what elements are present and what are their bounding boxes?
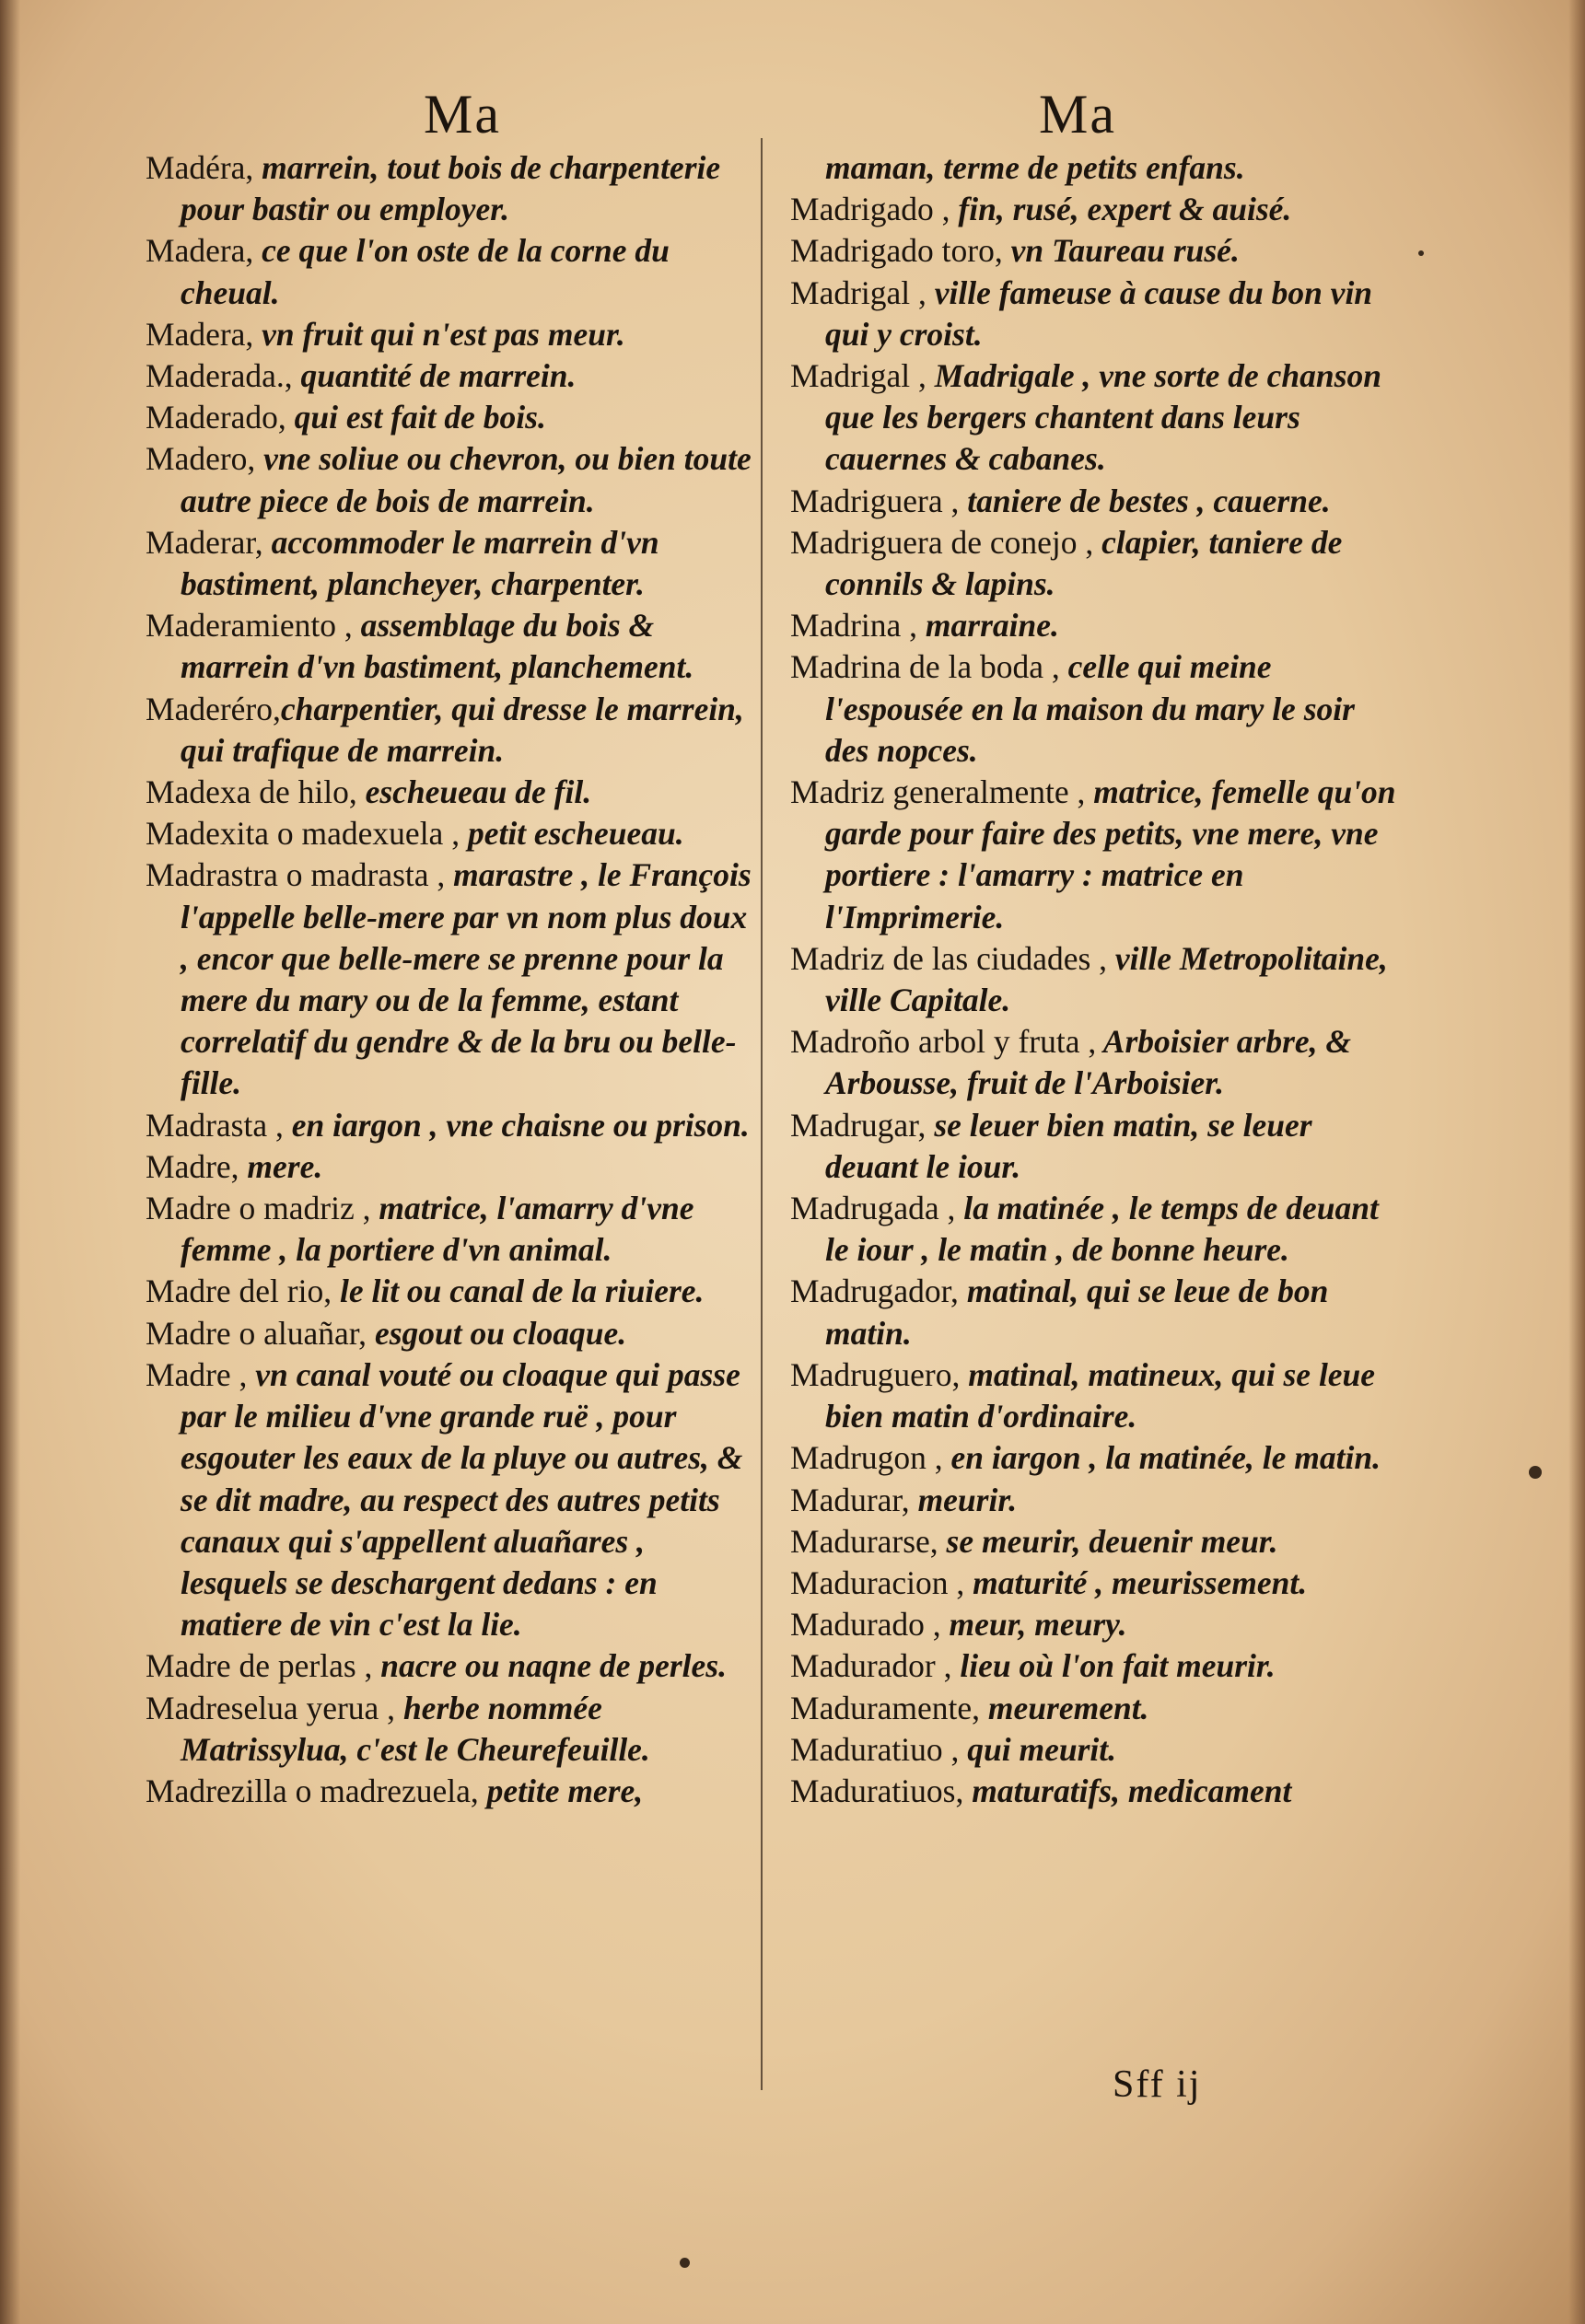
entry-headword: Madrigado ,	[790, 191, 950, 228]
dictionary-entry	[146, 397, 753, 438]
dictionary-entry	[146, 854, 753, 1104]
entry-definition: Arboisier arbre, & Arbousse, fruit de l'Arboisier.	[825, 1023, 1352, 1102]
dictionary-entry	[146, 147, 753, 230]
entry-definition: se meurir, deuenir meur.	[938, 1522, 1278, 1560]
dictionary-entry	[146, 1271, 753, 1312]
entry-headword: Maderar,	[146, 523, 263, 561]
entry-definition: marraine.	[917, 607, 1059, 645]
dictionary-entry	[790, 1729, 1398, 1771]
entry-headword: Madrasta ,	[146, 1106, 284, 1144]
entry-headword: Maderado,	[146, 399, 286, 436]
dictionary-entry	[790, 938, 1398, 1021]
entry-definition: matrice, femelle qu'on garde pour faire des petits, vne mere, vne portiere : l'amarry : matrice en l'Imprimerie.	[825, 773, 1396, 935]
entry-definition: mere.	[239, 1147, 323, 1185]
entry-definition: matinal, matineux, qui se leue bien matin d'ordinaire.	[825, 1355, 1376, 1435]
entry-headword: Madrezilla o madrezuela,	[146, 1772, 479, 1809]
signature-mark: Sff ij	[1113, 2063, 1202, 2106]
entry-definition: meurir.	[909, 1481, 1018, 1518]
dictionary-entry	[146, 813, 753, 854]
dictionary-entry	[790, 230, 1398, 272]
dictionary-entry	[146, 1313, 753, 1354]
dictionary-entry	[790, 189, 1398, 230]
dictionary-entry	[146, 772, 753, 813]
entry-definition: maman, terme de petits enfans.	[825, 149, 1245, 186]
entry-headword: Madrigado toro,	[790, 232, 1003, 270]
entry-definition: assemblage du bois & marrein d'vn bastiment, planchement.	[181, 607, 694, 686]
entry-definition: ce que l'on oste de la corne du cheual.	[181, 232, 670, 311]
entry-definition: vn canal vouté ou cloaque qui passe par le milieu d'vne grande ruë , pour esgouter les eaux de la pluye ou autres, & se dit madre, au respect des autres petits canaux qui s'appellent aluañares , lesquels se deschargent dedans : en matiere de vin c'est la lie.	[181, 1355, 743, 1644]
entry-headword: Madurador ,	[790, 1647, 952, 1685]
entry-definition: se leuer bien matin, se leuer deuant le iour.	[825, 1106, 1312, 1185]
entry-headword: Madre o madriz ,	[146, 1190, 371, 1227]
entry-headword: Madera,	[146, 315, 254, 353]
dictionary-entry	[790, 772, 1398, 938]
entry-definition: petite mere,	[478, 1772, 644, 1809]
entry-headword: Madurarse,	[790, 1522, 938, 1560]
entry-headword: Madero,	[146, 440, 256, 478]
entry-definition: meurement.	[980, 1689, 1149, 1726]
dictionary-entry	[146, 1188, 753, 1271]
dictionary-entry	[790, 1604, 1398, 1645]
dictionary-entry	[146, 355, 753, 397]
entry-headword: Madrugon ,	[790, 1439, 943, 1477]
ink-spot	[1529, 1466, 1542, 1479]
ink-spot	[680, 2258, 690, 2268]
entry-definition: celle qui meine l'espousée en la maison du mary le soir des nopces.	[825, 648, 1355, 769]
entry-definition: fin, rusé, expert & auisé.	[950, 191, 1292, 228]
entry-headword: Madrugador,	[790, 1272, 959, 1310]
entry-definition: qui meurit.	[959, 1730, 1117, 1768]
dictionary-entry	[790, 1188, 1398, 1271]
entry-headword: Madriguera de conejo ,	[790, 523, 1094, 561]
dictionary-entry	[790, 1271, 1398, 1354]
dictionary-entry	[790, 1521, 1398, 1563]
entry-definition: lieu où l'on fait meurir.	[951, 1647, 1276, 1685]
dictionary-entry	[790, 1354, 1398, 1437]
entry-headword: Maduramente,	[790, 1689, 981, 1726]
entry-definition: petit escheueau.	[460, 815, 684, 853]
dictionary-entry	[790, 646, 1398, 772]
entry-definition: en iargon , la matinée, le matin.	[942, 1439, 1381, 1477]
entry-definition: clapier, taniere de connils & lapins.	[825, 523, 1343, 603]
entry-definition: marastre , le François l'appelle belle-mere par vn nom plus doux , encor que belle-mere se prenne pour la mere du mary ou de la femme, estant correlatif du gendre & de la bru ou belle-fille.	[181, 856, 752, 1102]
dictionary-entry	[146, 230, 753, 313]
entry-definition: herbe nommée Matrissylua, c'est le Cheurefeuille.	[181, 1689, 650, 1768]
entry-headword: Madrigal ,	[790, 273, 927, 311]
entry-headword: Madre del rio,	[146, 1272, 332, 1310]
entry-definition: en iargon , vne chaisne ou prison.	[283, 1106, 750, 1144]
entry-headword: Madriguera ,	[790, 482, 960, 519]
entry-definition: meur, meury.	[940, 1606, 1127, 1644]
dictionary-entry	[790, 1771, 1398, 1812]
entry-headword: Madre ,	[146, 1355, 248, 1393]
dictionary-entry	[146, 314, 753, 355]
dictionary-entry	[146, 1771, 753, 1812]
dictionary-entry	[146, 1105, 753, 1146]
entry-definition: Madrigale , vne sorte de chanson que les bergers chantent dans leurs cauernes & cabanes.	[825, 357, 1381, 478]
gutter-shadow	[0, 0, 20, 2324]
entry-headword: Madroño arbol y fruta ,	[790, 1023, 1097, 1061]
entry-headword: Madurar,	[790, 1481, 910, 1518]
dictionary-entry	[790, 147, 1398, 189]
entry-headword: Madrugada ,	[790, 1190, 956, 1227]
entry-headword: Madruguero,	[790, 1355, 961, 1393]
entry-headword: Maduratiuos,	[790, 1772, 964, 1809]
entry-definition: matinal, qui se leue de bon matin.	[825, 1272, 1329, 1352]
dictionary-entry	[790, 1645, 1398, 1687]
entry-headword: Madre,	[146, 1147, 239, 1185]
entry-headword: Maduracion ,	[790, 1563, 965, 1601]
entry-headword: Madexa de hilo,	[146, 773, 357, 811]
entry-headword: Maderada.,	[146, 357, 293, 395]
dictionary-entry	[790, 1105, 1398, 1188]
left-column	[146, 147, 753, 1812]
entry-definition: ville Metropolitaine, ville Capitale.	[825, 939, 1388, 1019]
entry-headword: Madre o aluañar,	[146, 1314, 367, 1352]
entry-definition: esgout ou cloaque.	[367, 1314, 627, 1352]
entry-headword: Madrugar,	[790, 1106, 927, 1144]
dictionary-entry	[790, 605, 1398, 646]
dictionary-entry	[790, 1688, 1398, 1729]
entry-definition: ville fameuse à cause du bon vin qui y croist.	[825, 273, 1373, 353]
entry-headword: Madera,	[146, 232, 254, 270]
entry-definition: le lit ou canal de la riuiere.	[332, 1272, 705, 1310]
entry-definition: accommoder le marrein d'vn bastiment, plancheyer, charpenter.	[181, 523, 659, 603]
dictionary-entry	[790, 481, 1398, 522]
entry-definition: matrice, l'amarry d'vne femme , la portiere d'vn animal.	[181, 1190, 694, 1269]
dictionary-entry	[790, 273, 1398, 355]
entry-headword: Madre de perlas ,	[146, 1647, 373, 1685]
dictionary-entry	[790, 1437, 1398, 1479]
dictionary-entry	[146, 1354, 753, 1645]
entry-headword: Madriz de las ciudades ,	[790, 939, 1108, 977]
entry-definition: maturatifs, medicament	[963, 1772, 1292, 1809]
entry-headword: Madreselua yerua ,	[146, 1689, 396, 1726]
dictionary-entry	[790, 1480, 1398, 1521]
column-divider	[761, 138, 763, 2090]
entry-definition: vn Taureau rusé.	[1002, 232, 1240, 270]
entry-headword: Madrina de la boda ,	[790, 648, 1060, 686]
page-edge-shadow	[1568, 0, 1585, 2324]
entry-headword: Madrina ,	[790, 607, 918, 645]
dictionary-entry	[790, 355, 1398, 481]
running-head-left: Ma	[424, 84, 501, 145]
dictionary-entry	[790, 1563, 1398, 1604]
dictionary-entry	[146, 605, 753, 688]
dictionary-entry	[146, 1645, 753, 1687]
running-head-right: Ma	[1039, 84, 1116, 145]
right-column	[790, 147, 1398, 1812]
entry-definition: vne soliue ou chevron, ou bien toute autre piece de bois de marrein.	[181, 440, 752, 519]
dictionary-entry	[146, 438, 753, 521]
entry-definition: taniere de bestes , cauerne.	[959, 482, 1331, 519]
dictionary-entry	[790, 522, 1398, 605]
entry-definition: escheueau de fil.	[356, 773, 592, 811]
entry-headword: Maderamiento ,	[146, 607, 353, 645]
entry-headword: Madurado ,	[790, 1606, 941, 1644]
dictionary-entry	[146, 1146, 753, 1188]
ink-spot	[1418, 250, 1424, 256]
dictionary-entry	[146, 1688, 753, 1771]
entry-definition: la matinée , le temps de deuant le iour , le matin , de bonne heure.	[825, 1190, 1379, 1269]
entry-definition: qui est fait de bois.	[286, 399, 546, 436]
entry-definition: maturité , meurissement.	[964, 1563, 1308, 1601]
entry-headword: Madrigal ,	[790, 357, 927, 395]
entry-definition: charpentier, qui dresse le marrein, qui trafique de marrein.	[181, 690, 744, 769]
entry-headword: Madrastra o madrasta ,	[146, 856, 446, 894]
entry-definition: quantité de marrein.	[292, 357, 577, 395]
entry-headword: Maduratiuo ,	[790, 1730, 960, 1768]
dictionary-entry	[790, 1021, 1398, 1104]
entry-headword: Maderéro,	[146, 690, 281, 727]
entry-definition: vn fruit qui n'est pas meur.	[253, 315, 625, 353]
entry-definition: marrein, tout bois de charpenterie pour bastir ou employer.	[181, 149, 721, 228]
entry-definition: nacre ou naqne de perles.	[372, 1647, 727, 1685]
entry-headword: Madéra,	[146, 149, 254, 186]
dictionary-entry	[146, 689, 753, 772]
dictionary-entry	[146, 522, 753, 605]
entry-headword: Madexita o madexuela ,	[146, 815, 460, 853]
entry-headword: Madriz generalmente ,	[790, 773, 1086, 811]
